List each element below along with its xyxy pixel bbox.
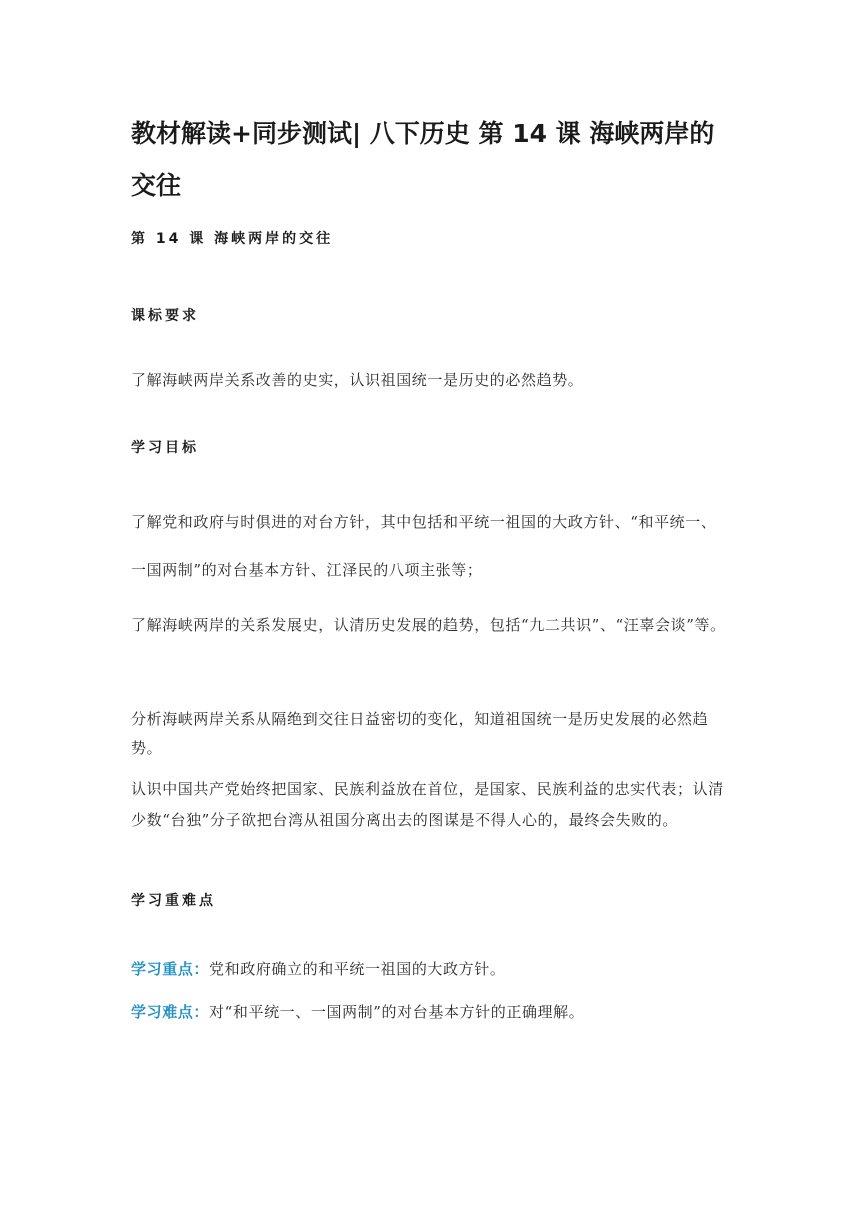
objective-item: 分析海峡两岸关系从隔绝到交往日益密切的变化，知道祖国统一是历史发展的必然趋势。 bbox=[131, 710, 709, 757]
difficulty-line bbox=[131, 1001, 731, 1023]
key-point-text: 党和政府确立的和平统一祖国的大政方针。 bbox=[209, 960, 506, 978]
objective-item: 了解党和政府与时俱进的对台方针，其中包括和平统一祖国的大政方针、“和平统一、一国两制”的对台基本方针、江泽民的八项主张等； bbox=[131, 513, 717, 579]
standards-heading: 课标要求 bbox=[131, 308, 199, 324]
objective-item: 认识中国共产党始终把国家、民族利益放在首位，是国家、民族利益的忠实代表；认清少数“台独”分子欲把台湾从祖国分离出去的图谋是不得人心的，最终会失败的。 bbox=[131, 780, 724, 829]
difficulty-text: 对“和平统一、一国两制”的对台基本方针的正确理解。 bbox=[209, 1003, 585, 1021]
key-point-label: 学习重点： bbox=[131, 960, 210, 978]
standards-text: 了解海峡两岸关系改善的史实，认识祖国统一是历史的必然趋势。 bbox=[131, 371, 584, 389]
difficulty-label: 学习难点： bbox=[131, 1003, 210, 1021]
key-points-heading: 学习重难点 bbox=[131, 893, 216, 909]
lesson-subtitle: 第 14 课 海峡两岸的交往 bbox=[131, 231, 334, 247]
objective-item: 了解海峡两岸的关系发展史，认清历史发展的趋势，包括“九二共识”、“汪辜会谈”等。 bbox=[131, 616, 726, 634]
document-title: 教材解读+同步测试| 八下历史 第 14 课 海峡两岸的交往 bbox=[131, 119, 715, 200]
key-point-line bbox=[131, 958, 731, 980]
objectives-heading: 学习目标 bbox=[131, 440, 199, 456]
